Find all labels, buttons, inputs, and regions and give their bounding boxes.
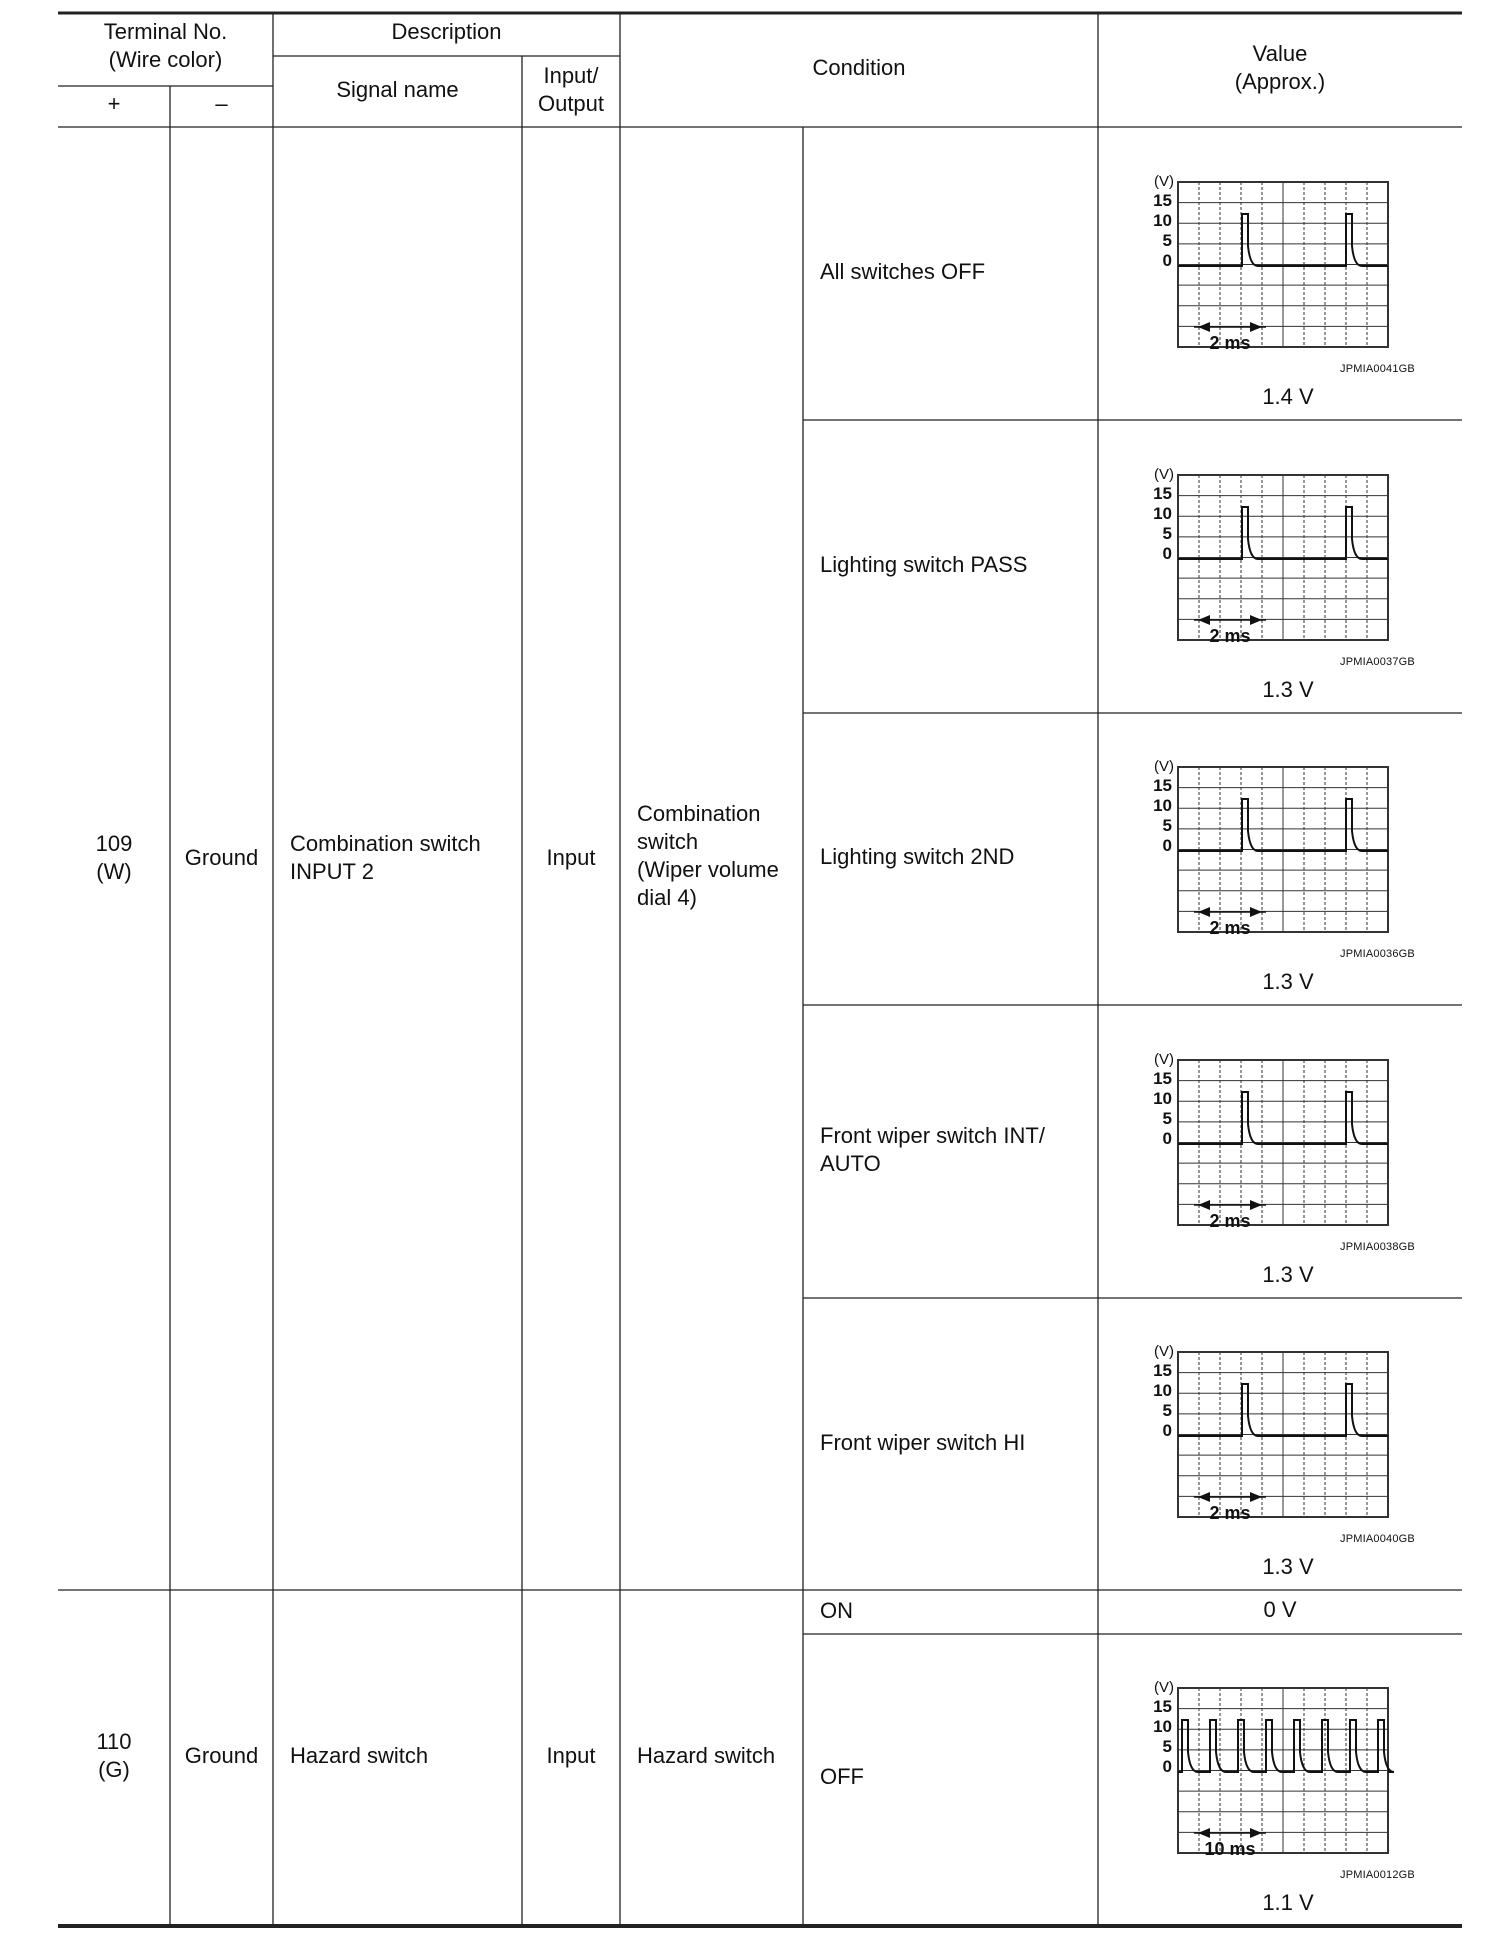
header-signal-name: Signal name <box>336 77 459 102</box>
header-value: Value (Approx.) <box>1234 41 1326 94</box>
value-text: 1.3 V <box>1262 677 1314 702</box>
figure-code: JPMIA0040GB <box>1340 1533 1415 1545</box>
scope-trace <box>1140 1340 1390 1523</box>
axis-tick: 0 <box>1162 251 1172 270</box>
signal-110: Hazard switch <box>290 1743 429 1768</box>
axis-tick: 0 <box>1162 544 1172 563</box>
time-scale-label: 2 ms <box>1209 626 1251 646</box>
axis-tick: 10 <box>1153 1089 1172 1108</box>
axis-tick: 5 <box>1162 1401 1172 1420</box>
axis-tick: 0 <box>1162 1129 1172 1148</box>
figure-code: JPMIA0037GB <box>1340 656 1415 668</box>
value-text: 1.1 V <box>1262 1890 1314 1915</box>
waveform <box>1178 1720 1394 1772</box>
value-text: 1.4 V <box>1262 384 1314 409</box>
condition-main-110: Hazard switch <box>637 1743 776 1768</box>
value-text: 1.3 V <box>1262 1554 1314 1579</box>
axis-tick: 10 <box>1153 504 1172 523</box>
axis-tick: 5 <box>1162 1109 1172 1128</box>
axis-tick: 15 <box>1153 484 1172 503</box>
axis-tick: 10 <box>1153 1381 1172 1400</box>
axis-unit: (V) <box>1154 466 1174 483</box>
axis-tick: 0 <box>1162 1757 1172 1776</box>
signal-109: Combination switch INPUT 2 <box>290 831 481 884</box>
scope-trace <box>1140 755 1390 938</box>
sub-condition: Lighting switch PASS <box>820 552 1028 577</box>
condition-main-109: Combination switch (Wiper volume dial 4) <box>637 801 779 910</box>
scope-panel <box>1140 1048 1390 1231</box>
sub-condition: ON <box>820 1598 853 1623</box>
scope-trace <box>1140 1048 1390 1231</box>
figure-code: JPMIA0041GB <box>1340 363 1415 375</box>
sub-condition: Lighting switch 2ND <box>820 844 1015 869</box>
axis-tick: 15 <box>1153 1697 1172 1716</box>
header-description: Description <box>391 19 502 44</box>
axis-unit: (V) <box>1154 173 1174 190</box>
time-scale-label: 2 ms <box>1209 918 1251 938</box>
io-109: Input <box>546 845 596 870</box>
axis-unit: (V) <box>1154 1051 1174 1068</box>
scope-panel <box>1140 170 1390 353</box>
axis-tick: 10 <box>1153 796 1172 815</box>
scope-panel <box>1140 1676 1390 1859</box>
sub-condition: All switches OFF <box>820 259 986 284</box>
axis-tick: 10 <box>1153 211 1172 230</box>
axis-tick: 15 <box>1153 1069 1172 1088</box>
value-text: 1.3 V <box>1262 969 1314 994</box>
header-minus: – <box>215 91 228 116</box>
scope-panel <box>1140 1340 1390 1523</box>
axis-tick: 5 <box>1162 524 1172 543</box>
axis-tick: 5 <box>1162 231 1172 250</box>
time-scale-label: 2 ms <box>1209 333 1251 353</box>
header-condition: Condition <box>812 55 906 80</box>
axis-tick: 5 <box>1162 816 1172 835</box>
header-terminal-no: Terminal No. (Wire color) <box>103 19 228 72</box>
axis-unit: (V) <box>1154 758 1174 775</box>
axis-unit: (V) <box>1154 1343 1174 1360</box>
terminal-110: 110 (G) <box>96 1729 132 1782</box>
ground-110: Ground <box>184 1743 259 1768</box>
header-input-output: Input/ Output <box>537 63 605 116</box>
terminal-109: 109 (W) <box>95 831 133 884</box>
axis-tick: 15 <box>1153 191 1172 210</box>
time-scale-label: 2 ms <box>1209 1503 1251 1523</box>
axis-tick: 10 <box>1153 1717 1172 1736</box>
scope-trace <box>1140 1676 1390 1859</box>
scope-panel <box>1140 463 1390 646</box>
axis-tick: 15 <box>1153 1361 1172 1380</box>
axis-tick: 0 <box>1162 1421 1172 1440</box>
value-text: 0 V <box>1263 1597 1297 1622</box>
figure-code: JPMIA0036GB <box>1340 948 1415 960</box>
ground-109: Ground <box>184 845 259 870</box>
sub-condition: OFF <box>820 1764 864 1789</box>
scope-panel <box>1140 755 1390 938</box>
sub-condition: Front wiper switch INT/ AUTO <box>820 1123 1045 1176</box>
scope-trace <box>1140 170 1390 353</box>
value-text: 1.3 V <box>1262 1262 1314 1287</box>
header-plus: + <box>107 91 121 116</box>
figure-code: JPMIA0038GB <box>1340 1241 1415 1253</box>
time-scale-label: 2 ms <box>1209 1211 1251 1231</box>
figure-code: JPMIA0012GB <box>1340 1869 1415 1881</box>
axis-tick: 0 <box>1162 836 1172 855</box>
axis-tick: 5 <box>1162 1737 1172 1756</box>
io-110: Input <box>546 1743 596 1768</box>
axis-tick: 15 <box>1153 776 1172 795</box>
time-scale-label: 10 ms <box>1204 1839 1256 1859</box>
sub-condition: Front wiper switch HI <box>820 1430 1026 1455</box>
axis-unit: (V) <box>1154 1679 1174 1696</box>
scope-trace <box>1140 463 1390 646</box>
